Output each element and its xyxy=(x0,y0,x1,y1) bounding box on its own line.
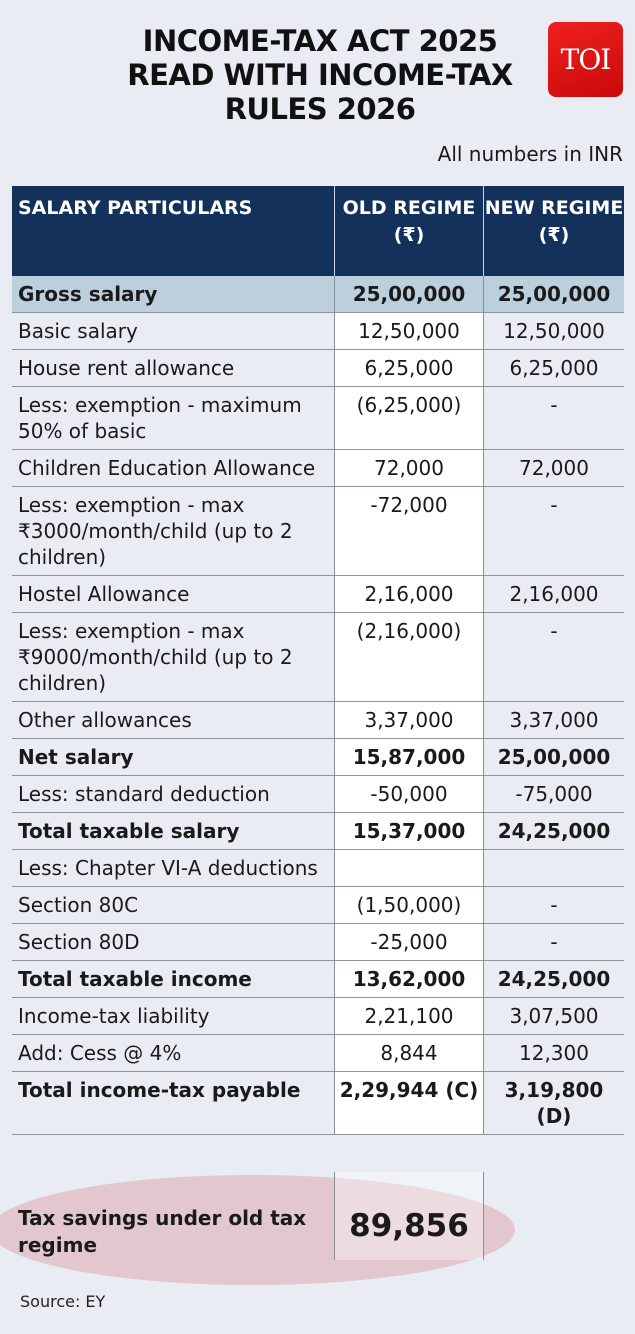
old-regime-value: 8,844 xyxy=(334,1035,484,1071)
table-row xyxy=(12,613,624,702)
new-regime-value: 24,25,000 xyxy=(497,819,611,843)
new-regime-value: - xyxy=(550,393,558,417)
table-row xyxy=(12,576,624,613)
row-label: Income-tax liability xyxy=(18,1004,210,1028)
table-row xyxy=(12,924,624,961)
table-row xyxy=(12,387,624,450)
row-label: Section 80C xyxy=(18,893,139,917)
table-row xyxy=(12,887,624,924)
new-regime-value: 3,19,800 (D) xyxy=(504,1078,604,1128)
toi-logo-icon: TOI xyxy=(548,22,623,97)
old-regime-value: 6,25,000 xyxy=(334,350,484,386)
table-row xyxy=(12,313,624,350)
tax-savings-row xyxy=(12,1172,624,1260)
old-regime-value xyxy=(334,850,484,886)
new-regime-value: - xyxy=(550,893,558,917)
new-regime-value: 3,07,500 xyxy=(509,1004,599,1028)
old-regime-value: 15,37,000 xyxy=(334,813,484,849)
new-regime-value: 25,00,000 xyxy=(497,282,611,306)
table-body xyxy=(12,276,624,1135)
old-regime-value: (1,50,000) xyxy=(334,887,484,923)
new-regime-value: 12,50,000 xyxy=(503,319,605,343)
old-regime-value: 3,37,000 xyxy=(334,702,484,738)
title-line-3: RULES 2026 xyxy=(224,92,416,126)
new-regime-value: - xyxy=(550,930,558,954)
row-label: Less: standard deduction xyxy=(18,782,270,806)
row-label: Total income-tax payable xyxy=(18,1078,301,1102)
table-row xyxy=(12,1035,624,1072)
row-label: Less: exemption - max ₹9000/month/child (up to 2 children) xyxy=(18,619,293,695)
table-row xyxy=(12,450,624,487)
column-header-particulars: SALARY PARTICULARS xyxy=(18,197,253,219)
title-line-1: INCOME-TAX ACT 2025 xyxy=(142,24,498,58)
row-label: Hostel Allowance xyxy=(18,582,190,606)
column-header-old-regime: OLD REGIME (₹) xyxy=(334,186,484,276)
new-regime-value: 25,00,000 xyxy=(497,745,611,769)
new-regime-value: - xyxy=(550,619,558,643)
new-regime-value: -75,000 xyxy=(515,782,593,806)
old-regime-value: -72,000 xyxy=(334,487,484,575)
row-label: Total taxable income xyxy=(18,967,252,991)
savings-value: 89,856 xyxy=(334,1172,484,1260)
savings-label: Tax savings under old tax regime xyxy=(18,1206,307,1257)
row-label: Less: exemption - max ₹3000/month/child (up to 2 children) xyxy=(18,493,293,569)
old-regime-value: 13,62,000 xyxy=(334,961,484,997)
old-regime-value: -50,000 xyxy=(334,776,484,812)
table-row xyxy=(12,813,624,850)
old-regime-value: -25,000 xyxy=(334,924,484,960)
table-row xyxy=(12,850,624,887)
table-row xyxy=(12,487,624,576)
table-header xyxy=(12,186,624,276)
old-regime-value: 25,00,000 xyxy=(334,276,484,312)
new-regime-value: - xyxy=(550,493,558,517)
tax-comparison-table xyxy=(12,186,624,1135)
old-regime-value: 2,21,100 xyxy=(334,998,484,1034)
old-regime-value: (6,25,000) xyxy=(334,387,484,449)
old-regime-value: (2,16,000) xyxy=(334,613,484,701)
row-label: Gross salary xyxy=(18,282,158,306)
old-regime-value: 12,50,000 xyxy=(334,313,484,349)
row-label: Other allowances xyxy=(18,708,192,732)
source-note: Source: EY xyxy=(20,1292,106,1311)
old-regime-value: 2,29,944 (C) xyxy=(334,1072,484,1134)
table-row xyxy=(12,961,624,998)
row-label: Children Education Allowance xyxy=(18,456,316,480)
row-label: House rent allowance xyxy=(18,356,235,380)
table-row xyxy=(12,998,624,1035)
row-label: Less: Chapter VI-A deductions xyxy=(18,856,318,880)
new-regime-value: 12,300 xyxy=(519,1041,589,1065)
table-row xyxy=(12,739,624,776)
table-row xyxy=(12,1072,624,1135)
old-regime-value: 2,16,000 xyxy=(334,576,484,612)
row-label: Section 80D xyxy=(18,930,140,954)
new-regime-value: 72,000 xyxy=(519,456,589,480)
table-row xyxy=(12,702,624,739)
title-line-2: READ WITH INCOME-TAX xyxy=(127,58,513,92)
table-row xyxy=(12,776,624,813)
row-label: Net salary xyxy=(18,745,134,769)
row-label: Total taxable salary xyxy=(18,819,240,843)
new-regime-value xyxy=(484,850,624,886)
old-regime-value: 72,000 xyxy=(334,450,484,486)
column-header-new-regime: NEW REGIME (₹) xyxy=(484,197,624,246)
new-regime-value: 6,25,000 xyxy=(509,356,599,380)
row-label: Basic salary xyxy=(18,319,138,343)
page-title xyxy=(60,24,580,126)
old-regime-value: 15,87,000 xyxy=(334,739,484,775)
units-note: All numbers in INR xyxy=(437,142,623,166)
row-label: Less: exemption - maximum 50% of basic xyxy=(18,393,302,443)
row-label: Add: Cess @ 4% xyxy=(18,1041,182,1065)
new-regime-value: 2,16,000 xyxy=(509,582,599,606)
new-regime-value: 24,25,000 xyxy=(497,967,611,991)
new-regime-value: 3,37,000 xyxy=(509,708,599,732)
table-row xyxy=(12,350,624,387)
table-row xyxy=(12,276,624,313)
